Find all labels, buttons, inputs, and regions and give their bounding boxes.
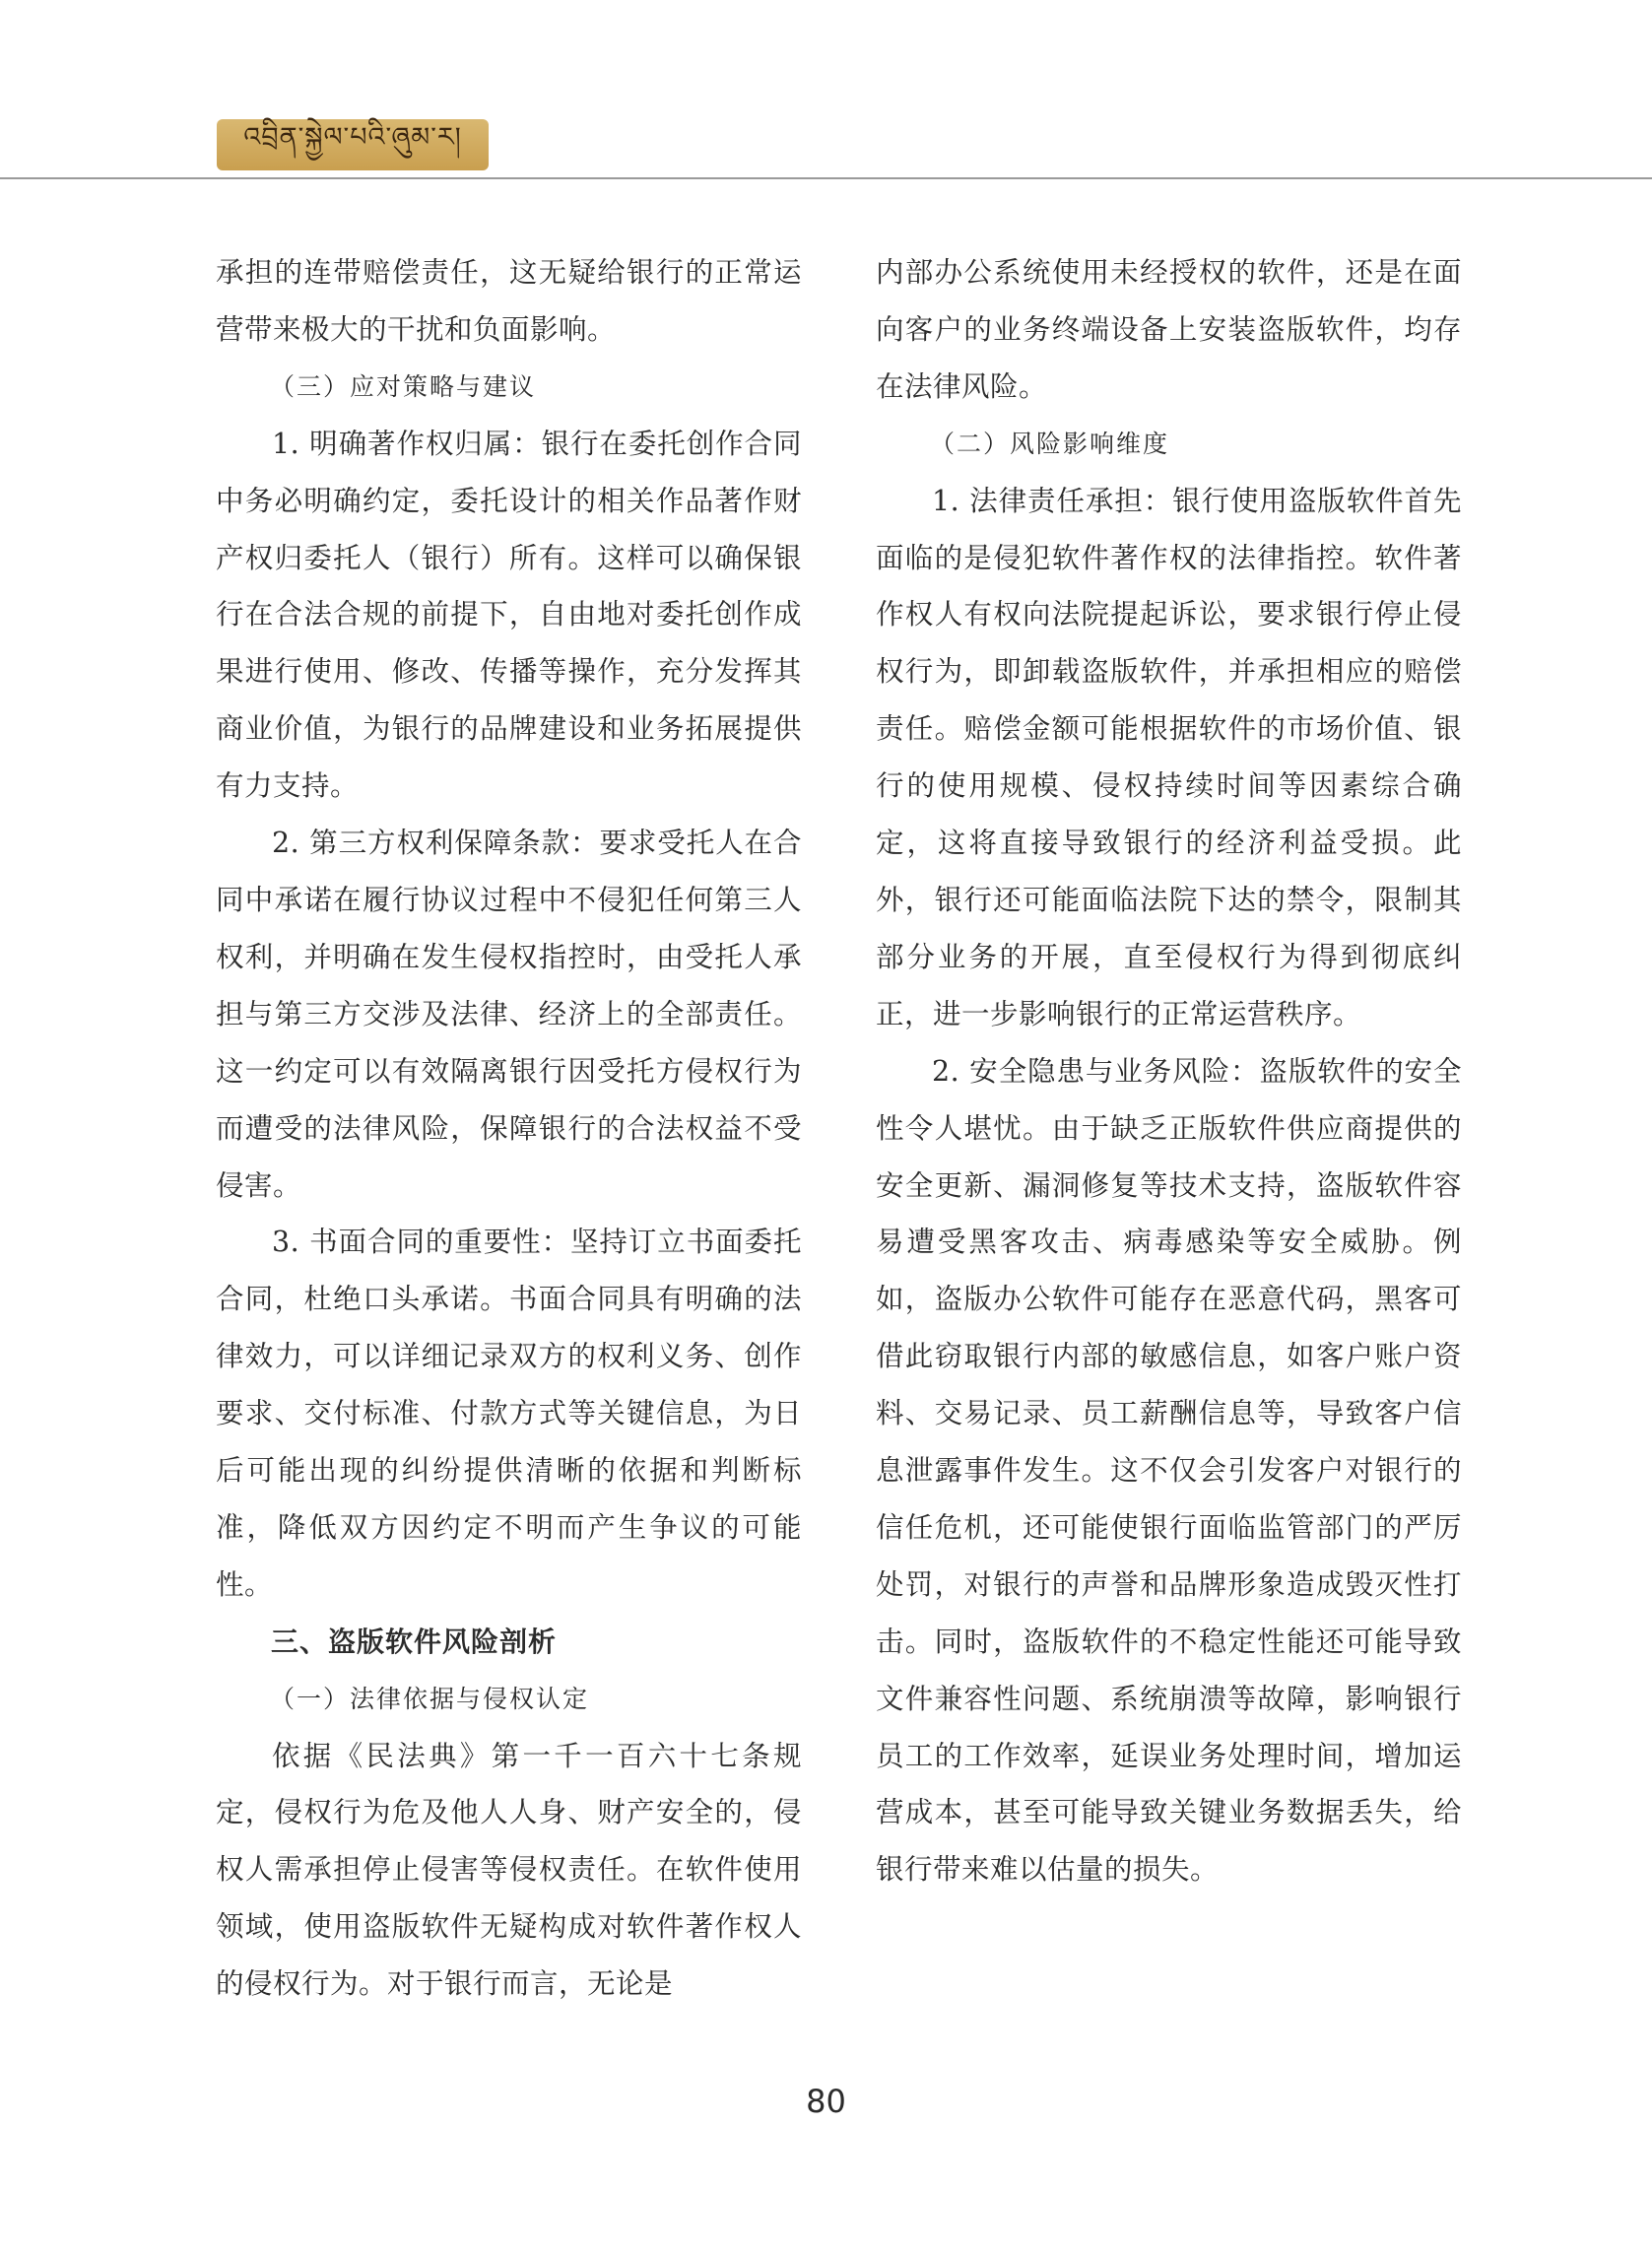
paragraph: 1. 法律责任承担：银行使用盗版软件首先面临的是侵犯软件著作权的法律指控。软件著作权人有权向法院提起诉讼，要求银行停止侵权行为，即卸载盗版软件，并承担相应的赔偿责任。赔偿金额可能根据软件的市场价值、银行的使用规模、侵权持续时间等因素综合确定，这将直接导致银行的经济利益受损。此外，银行还可能面临法院下达的禁令，限制其部分业务的开展，直至侵权行为得到彻底纠正，进一步影响银行的正常运营秩序。	[876, 484, 1462, 1030]
left-column	[216, 244, 802, 2013]
paragraph: 2. 安全隐患与业务风险：盗版软件的安全性令人堪忧。由于缺乏正版软件供应商提供的安全更新、漏洞修复等技术支持，盗版软件容易遭受黑客攻击、病毒感染等安全威胁。例如，盗版办公软件可能存在恶意代码，黑客可借此窃取银行内部的敏感信息，如客户账户资料、交易记录、员工薪酬信息等，导致客户信息泄露事件发生。这不仅会引发客户对银行的信任危机，还可能使银行面临监管部门的严厉处罚，对银行的声誉和品牌形象造成毁灭性打击。同时，盗版软件的不稳定性能还可能导致文件兼容性问题、系统崩溃等故障，影响银行员工的工作效率，延误业务处理时间，增加运营成本，甚至可能导致关键业务数据丢失，给银行带来难以估量的损失。	[876, 1054, 1462, 1887]
paragraph: 2. 第三方权利保障条款：要求受托人在合同中承诺在履行协议过程中不侵犯任何第三人权利，并明确在发生侵权指控时，由受托人承担与第三方交涉及法律、经济上的全部责任。这一约定可以有效隔离银行因受托方侵权行为而遭受的法律风险，保障银行的合法权益不受侵害。	[216, 827, 802, 1202]
journal-title-tab	[217, 119, 489, 170]
section-heading: 三、盗版软件风险剖析	[271, 1625, 558, 1658]
journal-title: འབྲིན་སྐྱེལ་པའི་ཞུམ་ར།	[243, 122, 462, 153]
paragraph: 内部办公系统使用未经授权的软件，还是在面向客户的业务终端设备上安装盗版软件，均存在法律风险。	[876, 256, 1462, 403]
subheading: （一）法律依据与侵权认定	[270, 1684, 590, 1713]
subheading: （二）风险影响维度	[930, 429, 1170, 458]
subheading: （三）应对策略与建议	[270, 371, 537, 401]
paragraph: 依据《民法典》第一千一百六十七条规定，侵权行为危及他人人身、财产安全的，侵权人需承担停止侵害等侵权责任。在软件使用领域，使用盗版软件无疑构成对软件著作权人的侵权行为。对于银行而言，无论是	[216, 1739, 802, 2001]
paragraph: 3. 书面合同的重要性：坚持订立书面委托合同，杜绝口头承诺。书面合同具有明确的法律效力，可以详细记录双方的权利义务、创作要求、交付标准、付款方式等关键信息，为日后可能出现的纠纷提供清晰的依据和判断标准，降低双方因约定不明而产生争议的可能性。	[216, 1226, 802, 1601]
page-number: 80	[806, 2083, 846, 2120]
paragraph: 1. 明确著作权归属：银行在委托创作合同中务必明确约定，委托设计的相关作品著作财产权归委托人（银行）所有。这样可以确保银行在合法合规的前提下，自由地对委托创作成果进行使用、修改、传播等操作，充分发挥其商业价值，为银行的品牌建设和业务拓展提供有力支持。	[216, 427, 802, 803]
paragraph: 承担的连带赔偿责任，这无疑给银行的正常运营带来极大的干扰和负面影响。	[216, 256, 802, 346]
right-column	[876, 244, 1462, 1898]
